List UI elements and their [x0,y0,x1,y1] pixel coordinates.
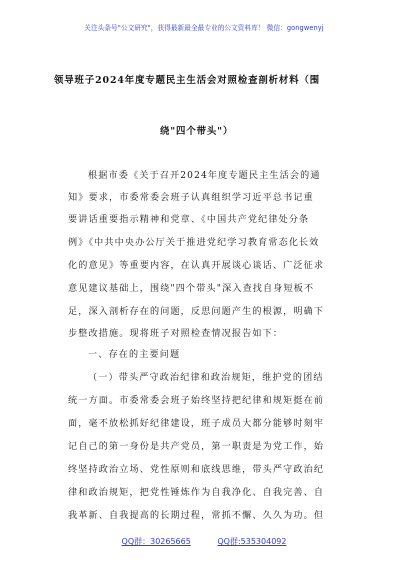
body-line: 化的意见》等重要内容，在认真开展谈心谈话、广泛征求 [68,261,325,271]
body-line: 律和政治规矩，把党性锤炼作为自我净化、自我完善、自 [68,488,325,498]
body-line: 终坚持政治立场、党性原则和底线思维，带头严守政治纪 [68,465,325,475]
body-line: 例》《中共中央办公厅关于推进党纪学习教育常态化长效 [68,238,320,248]
body-line: 根据市委《关于召开2024年度专题民主生活会的通 [88,171,321,181]
body-line: 要讲话重要指示精神和党章、《中国共产党纪律处分条 [68,215,310,225]
body-line: 记自己的第一身份是共产党员，第一职责是为党工作，始 [68,442,325,452]
body-line: 知》要求，市委常委会班子认真组织学习近平总书记重 [68,193,314,203]
body-line: 统一方面。市委常委会班子始终坚持把纪律和规矩挺在前 [68,396,325,406]
body-line: 意见建议基础上，围绕"四个带头"深入查找自身短板不 [68,284,315,294]
qq-group-link-1[interactable]: QQ群：30265665 [121,537,191,546]
top-banner: 关注头条号"公文研究"，获得最新最全最专业的公文资料库！ 微信：gongwenyj [84,24,324,32]
document-title-line-1: 领导班子2024年度专题民主生活会对照检查剖析材料（围 [54,75,321,86]
document-title-line-2: 绕"四个带头"） [160,126,234,137]
section-heading: 一、存在的主要问题 [88,350,181,360]
body-line: 足，深入剖析存在的问题，反思问题产生的根源，明确下 [68,307,325,317]
body-line: 步整改措施。现将班子对照检查情况报告如下： [68,329,284,339]
footer [0,536,408,547]
body-line: （一）带头严守政治纪律和政治规矩，维护党的团结 [88,373,324,383]
body-line: 我革新、自我提高的长期过程，常抓不懈、久久为功。但 [68,511,325,521]
qq-group-link-2[interactable]: QQ群:535304092 [217,537,287,546]
body-line: 面，毫不放松抓好纪律建设，班子成员大都分能够时刻牢 [68,419,325,429]
